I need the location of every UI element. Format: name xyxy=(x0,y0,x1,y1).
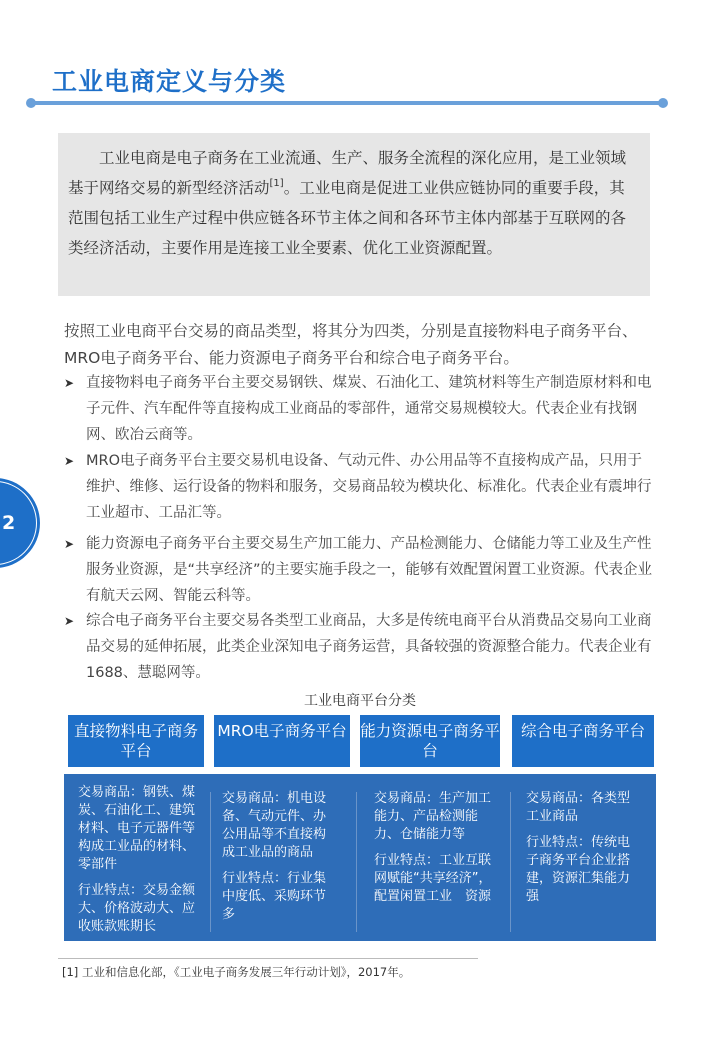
underline-dot-left xyxy=(26,98,36,108)
category-box-comprehensive: 综合电子商务平台 xyxy=(512,715,654,767)
features-text: 行业特点：交易金额大、价格波动大、应收账款账期长 xyxy=(78,883,196,934)
category-box-capability: 能力资源电子商务平台 xyxy=(360,715,500,767)
goods-text: 交易商品：钢铁、煤炭、石油化工、建筑材料、电子元器件等构成工业品的材料、零部件 xyxy=(78,785,196,872)
features-text: 行业特点：行业集 中度低、采购环节 多 xyxy=(222,871,340,922)
features-text: 行业特点：工业互联网赋能“共享经济”，配置闲置工业 资源 xyxy=(374,853,492,904)
bullet-text: 直接物料电子商务平台主要交易钢铁、煤炭、石油化工、建筑材料等生产制造原材料和电子元件、汽车配件等直接构成工业商品的零部件，通常交易规模较大。代表企业有找钢网、欧冶云商等。 xyxy=(86,375,652,443)
underline-dot-right xyxy=(658,98,668,108)
bullet-text: 能力资源电子商务平台主要交易生产加工能力、产品检测能力、仓储能力等工业及生产性服务业资源，是“共享经济”的主要实施手段之一，能够有效配置闲置工业资源。代表企业有航天云网、智能云科等。 xyxy=(86,536,653,604)
column-divider xyxy=(510,792,511,932)
list-item xyxy=(64,608,654,686)
classification-intro: 按照工业电商平台交易的商品类型，将其分为四类，分别是直接物料电子商务平台、MRO电子商务平台、能力资源电子商务平台和综合电子商务平台。 xyxy=(64,322,638,367)
footnote-ref[interactable]: [1] xyxy=(269,178,284,189)
category-box-mro: MRO电子商务平台 xyxy=(214,715,350,767)
goods-text: 交易商品：生产加工能力、产品检测能力、仓储能力等 xyxy=(374,791,492,842)
details-direct-materials xyxy=(78,784,202,944)
column-divider xyxy=(356,792,357,932)
definition-text-a: 工业电商是电子商务在工业流通、生产、服务全流程的深化应用，是工业领域基于网络交易的新型经济活动 xyxy=(68,149,627,197)
arrow-bullet-icon: ➤ xyxy=(64,537,75,551)
page-title: 工业电商定义与分类 xyxy=(52,67,287,96)
category-box-direct-materials: 直接物料电子商务平台 xyxy=(68,715,204,767)
arrow-bullet-icon: ➤ xyxy=(64,454,75,468)
details-mro xyxy=(222,790,342,932)
details-comprehensive xyxy=(526,790,644,914)
page-number: 2 xyxy=(2,512,16,534)
arrow-bullet-icon: ➤ xyxy=(64,614,75,628)
goods-text: 交易商品：机电设 备、气动元件、办 公用品等不直接构 成工业品的商品 xyxy=(222,791,340,860)
arrow-bullet-icon: ➤ xyxy=(64,376,75,390)
definition-paragraph xyxy=(68,143,638,263)
list-item xyxy=(64,370,654,448)
category-details-panel xyxy=(64,774,656,941)
diagram-title: 工业电商平台分类 xyxy=(304,693,416,709)
features-text: 行业特点：传统电 子商务平台企业搭 建，资源汇集能力 强 xyxy=(526,835,644,904)
list-item xyxy=(64,531,654,609)
list-item xyxy=(64,448,654,526)
definition-box xyxy=(58,133,650,296)
title-underline xyxy=(30,101,664,105)
footnote-divider xyxy=(58,958,478,959)
details-capability xyxy=(374,790,494,914)
bullet-text: 综合电子商务平台主要交易各类型工业商品，大多是传统电商平台从消费品交易向工业商品交易的延伸拓展，此类企业深知电子商务运营，具备较强的资源整合能力。代表企业有1688、慧聪网等。 xyxy=(86,613,652,681)
column-divider xyxy=(210,792,211,932)
goods-text: 交易商品：各类型 工业商品 xyxy=(526,791,644,824)
footnote: [1] 工业和信息化部，《工业电子商务发展三年行动计划》，2017年。 xyxy=(62,965,411,979)
bullet-text: MRO电子商务平台主要交易机电设备、气动元件、办公用品等不直接构成产品，只用于维护、维修、运行设备的物料和服务，交易商品较为模块化、标准化。代表企业有震坤行工业超市、工品汇等。 xyxy=(86,453,652,521)
definition-text-b: 。工业电商是促进工业供应链协同的重要手段，其范围包括工业生产过程中供应链各环节主体之间和各环节主体内部基于互联网的各类经济活动，主要作用是连接工业全要素、优化工业资源配置。 xyxy=(68,179,627,257)
